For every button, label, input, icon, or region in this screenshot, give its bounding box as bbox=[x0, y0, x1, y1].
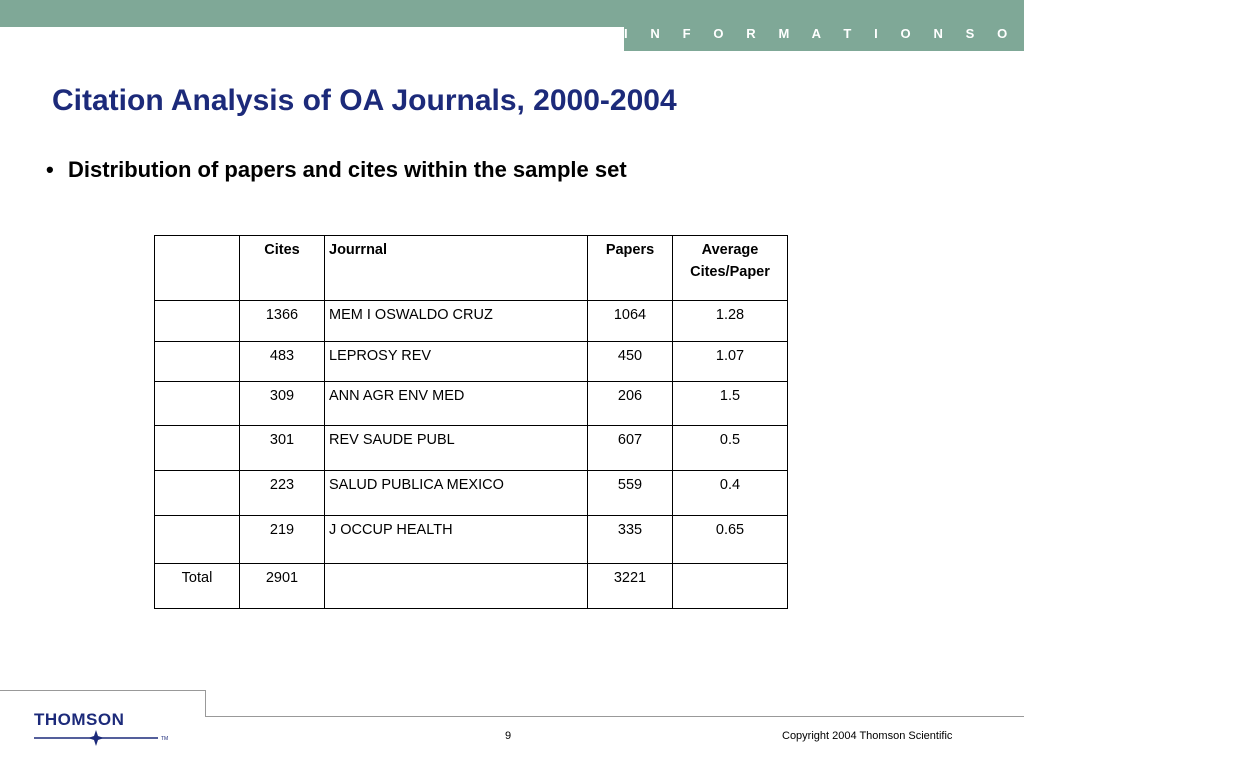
header-average-line1: Average bbox=[701, 242, 759, 258]
table-row bbox=[155, 471, 788, 516]
row-journal: LEPROSY REV bbox=[325, 342, 588, 382]
row-papers: 559 bbox=[588, 471, 673, 516]
brand-text: I N F O R M A T I O N S O L U T I O N S bbox=[624, 26, 1233, 41]
row-cites: 309 bbox=[240, 382, 325, 426]
total-average bbox=[673, 564, 788, 609]
brand-tab bbox=[624, 26, 1233, 51]
row-papers: 607 bbox=[588, 426, 673, 471]
logo-tm: TM bbox=[161, 736, 169, 742]
row-journal: SALUD PUBLICA MEXICO bbox=[325, 471, 588, 516]
row-label bbox=[155, 342, 240, 382]
row-average: 1.28 bbox=[673, 301, 788, 342]
header-cites: Cites bbox=[240, 236, 325, 301]
total-cites: 2901 bbox=[240, 564, 325, 609]
footer-divider-step bbox=[205, 690, 206, 716]
table-total-row bbox=[155, 564, 788, 609]
row-cites: 1366 bbox=[240, 301, 325, 342]
slide-title: Citation Analysis of OA Journals, 2000-2004 bbox=[52, 84, 677, 117]
row-label bbox=[155, 471, 240, 516]
row-label bbox=[155, 426, 240, 471]
row-papers: 206 bbox=[588, 382, 673, 426]
bullet-dot-icon: • bbox=[46, 157, 54, 182]
header-journal: Jourrnal bbox=[325, 236, 588, 301]
total-journal bbox=[325, 564, 588, 609]
citation-table bbox=[154, 235, 788, 609]
bullet-item bbox=[46, 157, 627, 183]
total-label: Total bbox=[155, 564, 240, 609]
row-papers: 450 bbox=[588, 342, 673, 382]
row-journal: ANN AGR ENV MED bbox=[325, 382, 588, 426]
row-label bbox=[155, 516, 240, 564]
copyright-text: Copyright 2004 Thomson Scientific bbox=[782, 730, 953, 742]
thomson-logo bbox=[34, 710, 174, 746]
row-label bbox=[155, 301, 240, 342]
table-row bbox=[155, 342, 788, 382]
page-number: 9 bbox=[505, 730, 512, 742]
header-average-line2: Cites/Paper bbox=[690, 264, 770, 280]
row-label bbox=[155, 382, 240, 426]
row-cites: 223 bbox=[240, 471, 325, 516]
row-cites: 483 bbox=[240, 342, 325, 382]
row-journal: REV SAUDE PUBL bbox=[325, 426, 588, 471]
table-row bbox=[155, 516, 788, 564]
header-blank bbox=[155, 236, 240, 301]
row-average: 0.65 bbox=[673, 516, 788, 564]
bullet-text: Distribution of papers and cites within the sample set bbox=[68, 157, 627, 182]
footer-divider-long bbox=[205, 716, 1024, 717]
header-band bbox=[0, 0, 1024, 27]
row-average: 1.07 bbox=[673, 342, 788, 382]
total-papers: 3221 bbox=[588, 564, 673, 609]
row-papers: 1064 bbox=[588, 301, 673, 342]
logo-wordmark: THOMSON bbox=[34, 710, 125, 729]
header-papers: Papers bbox=[588, 236, 673, 301]
row-average: 0.5 bbox=[673, 426, 788, 471]
row-cites: 301 bbox=[240, 426, 325, 471]
row-journal: MEM I OSWALDO CRUZ bbox=[325, 301, 588, 342]
table-row bbox=[155, 382, 788, 426]
table-header-row bbox=[155, 236, 788, 301]
header-average bbox=[673, 236, 788, 301]
footer-divider bbox=[0, 690, 205, 691]
row-average: 0.4 bbox=[673, 471, 788, 516]
row-journal: J OCCUP HEALTH bbox=[325, 516, 588, 564]
row-average: 1.5 bbox=[673, 382, 788, 426]
row-cites: 219 bbox=[240, 516, 325, 564]
table-row bbox=[155, 301, 788, 342]
row-papers: 335 bbox=[588, 516, 673, 564]
table-row bbox=[155, 426, 788, 471]
star-icon bbox=[34, 730, 174, 746]
